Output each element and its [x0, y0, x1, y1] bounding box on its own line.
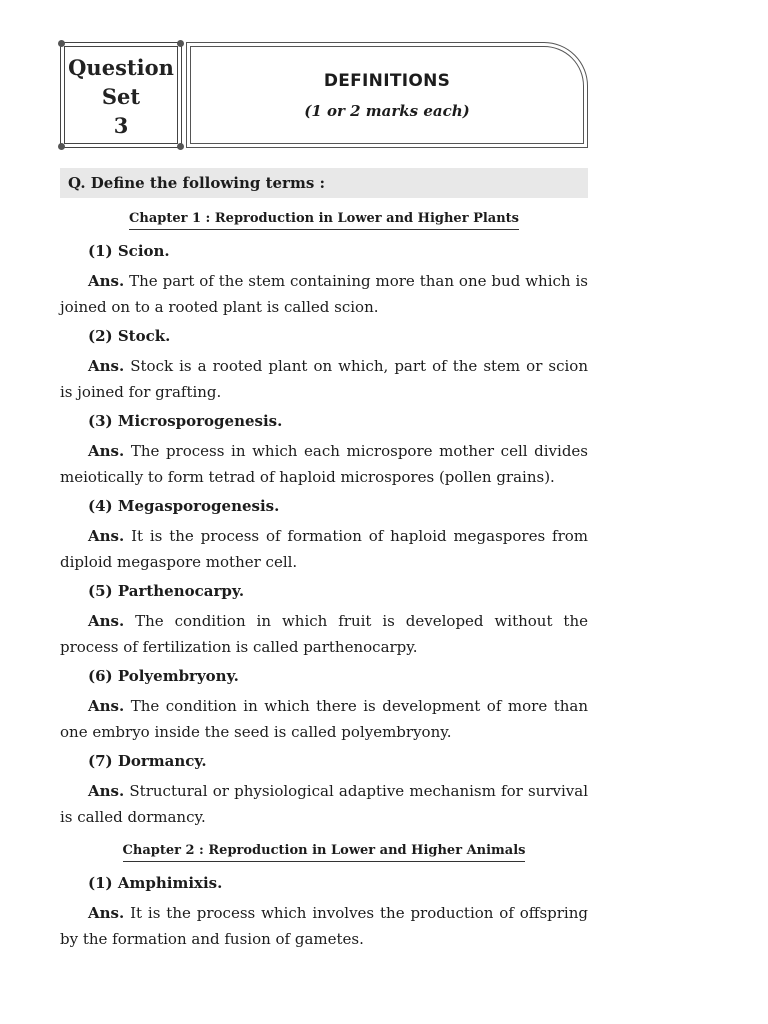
chapter-heading: Chapter 2 : Reproduction in Lower and Higher Animals [60, 843, 588, 858]
corner-ornament-icon [177, 143, 184, 150]
corner-ornament-icon [58, 143, 65, 150]
term-heading: (1) Scion. [88, 242, 170, 260]
page-subtitle: (1 or 2 marks each) [304, 102, 470, 120]
definitions-box [186, 42, 588, 148]
term-heading: (1) Amphimixis. [88, 874, 223, 892]
term-heading: (2) Stock. [88, 327, 171, 345]
corner-ornament-icon [58, 40, 65, 47]
term-heading: (4) Megasporogenesis. [88, 497, 280, 515]
term-heading: (6) Polyembryony. [88, 667, 239, 685]
term-heading: (7) Dormancy. [88, 752, 207, 770]
corner-ornament-icon [177, 40, 184, 47]
chapter-1-items [60, 240, 588, 830]
answer-text: Ans. Stock is a rooted plant on which, part of the stem or scion is joined for grafting. [60, 357, 588, 401]
answer-text: Ans. Structural or physiological adaptive mechanism for survival is called dormancy. [60, 782, 588, 826]
qset-line-1: Question [68, 55, 174, 80]
answer-text: Ans. The process in which each microspore mother cell divides meiotically to form tetrad of haploid microspores (pollen grains). [60, 442, 588, 486]
answer-text: Ans. The condition in which fruit is developed without the process of fertilization is called parthenocarpy. [60, 612, 588, 656]
qset-line-2: Set [101, 84, 141, 109]
qset-line-3: 3 [113, 113, 129, 138]
answer-text: Ans. The part of the stem containing more than one bud which is joined on to a rooted plant is called scion. [60, 272, 588, 316]
page [60, 42, 588, 957]
question-bar: Q. Define the following terms : [60, 168, 588, 198]
question-set-box [60, 42, 182, 148]
chapter-2-items [60, 872, 588, 952]
answer-text: Ans. It is the process which involves the production of offspring by the formation and fusion of gametes. [60, 904, 588, 948]
answer-text: Ans. It is the process of formation of haploid megaspores from diploid megaspore mother cell. [60, 527, 588, 571]
question-set-label [61, 53, 181, 140]
answer-text: Ans. The condition in which there is development of more than one embryo inside the seed is called polyembryony. [60, 697, 588, 741]
header [60, 42, 588, 150]
term-heading: (5) Parthenocarpy. [88, 582, 245, 600]
term-heading: (3) Microsporogenesis. [88, 412, 283, 430]
page-title: DEFINITIONS [323, 71, 451, 91]
chapter-heading: Chapter 1 : Reproduction in Lower and Higher Plants [60, 211, 588, 226]
